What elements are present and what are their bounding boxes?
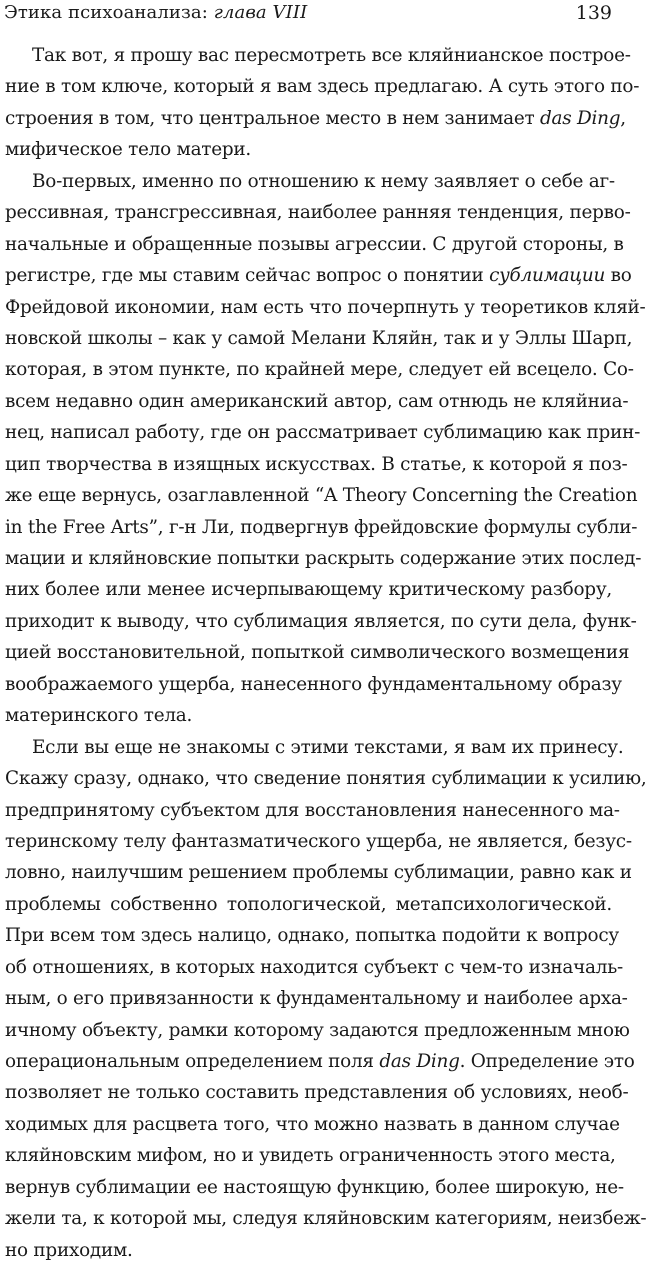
text-run: Фрейдовой икономии, нам есть что почерпнуть у теоретиков кляй- xyxy=(5,296,646,318)
text-line xyxy=(5,71,640,102)
text-run: кляйновским мифом, но и увидеть ограниченность этого места, xyxy=(5,1145,616,1167)
text-run: начальные и обращенные позывы агрессии. С другой стороны, в xyxy=(5,233,624,255)
text-line xyxy=(5,197,631,228)
text-run: ние в том ключе, который я вам здесь предлагаю. А суть этого по- xyxy=(5,76,640,98)
text-run: которая, в этом пункте, по крайней мере, следует ей всецело. Со- xyxy=(5,359,634,381)
text-run: проблемы собственно топологической, метапсихологической. xyxy=(5,893,612,915)
text-run: мации и кляйновские попытки раскрыть содержание этих послед- xyxy=(5,548,642,569)
text-run: ичному объекту, рамки которому задаются предложенным мною xyxy=(5,1019,630,1041)
text-line xyxy=(5,669,622,700)
text-run: , xyxy=(620,107,626,129)
text-line xyxy=(5,166,615,197)
text-line xyxy=(5,480,638,511)
text-line xyxy=(5,1203,646,1234)
text-line xyxy=(5,292,646,323)
text-run: новской школы – как у самой Мелани Кляйн, так и у Эллы Шарп, xyxy=(5,327,633,349)
emphasized-text: das Ding xyxy=(379,1051,460,1072)
text-line xyxy=(5,103,626,134)
text-run: приходит к выводу, что сублимация является, по сути дела, функ- xyxy=(5,610,637,632)
text-line xyxy=(5,952,623,983)
text-run: теринскому телу фантазматического ущерба, не является, безус- xyxy=(5,830,632,852)
text-run: Если вы еще не знакомы с этими текстами, я вам их принесу. xyxy=(32,736,624,758)
running-head-title xyxy=(4,2,307,23)
text-line xyxy=(5,606,637,637)
book-title: Этика психоанализа: xyxy=(4,2,214,23)
text-line xyxy=(5,763,646,794)
text-run: материнского тела. xyxy=(5,705,193,727)
text-run: ходимых для расцвета того, что можно назвать в данном случае xyxy=(5,1113,620,1135)
text-run: Скажу сразу, однако, что сведение понятия сублимации к усилию, xyxy=(5,768,646,790)
text-run: ловно, наилучшим решением проблемы сублимации, равно как и xyxy=(5,862,632,884)
text-line xyxy=(5,1077,629,1108)
text-run: во xyxy=(605,265,632,287)
text-line xyxy=(5,637,630,668)
text-run: но приходим. xyxy=(5,1239,133,1261)
text-run: цип творчества в изящных искусствах. В статье, к которой я поз- xyxy=(5,453,628,475)
text-run: ным, о его привязанности к фундаментальному и наиболее арха- xyxy=(5,988,628,1010)
text-run: мифическое тело матери. xyxy=(5,139,251,161)
text-line xyxy=(5,543,642,574)
text-run: in the Free Arts”, г-н Ли, подвергнув фрейдовские формулы субли- xyxy=(5,516,638,538)
text-run: нец, написал работу, где он рассматривает сублимацию как прин- xyxy=(5,422,641,444)
text-line xyxy=(5,983,628,1014)
text-run: рессивная, трансгрессивная, наиболее ранняя тенденция, перво- xyxy=(5,202,631,224)
text-line xyxy=(5,574,612,605)
text-run: них более или менее исчерпывающему критическому разбору, xyxy=(5,579,612,601)
text-line xyxy=(5,260,632,291)
text-line xyxy=(5,1015,630,1046)
text-run: цией восстановительной, попыткой символического возмещения xyxy=(5,642,630,664)
emphasized-text: das Ding xyxy=(540,107,621,129)
text-run: об отношениях, в которых находится субъект с чем-то изначаль- xyxy=(5,956,623,978)
text-run: вернув сублимации ее настоящую функцию, более широкую, не- xyxy=(5,1176,624,1198)
text-run: регистре, где мы ставим сейчас вопрос о понятии xyxy=(5,265,490,287)
text-line xyxy=(5,1046,635,1077)
body-text xyxy=(5,40,646,1266)
text-run: позволяет не только составить представления об условиях, необ- xyxy=(5,1082,629,1104)
text-line xyxy=(5,1140,616,1171)
text-line xyxy=(5,1109,620,1140)
running-head xyxy=(4,0,614,26)
chapter-label: глава VIII xyxy=(213,2,308,23)
text-line xyxy=(5,354,634,385)
text-line xyxy=(5,732,624,763)
text-line xyxy=(5,323,633,354)
text-line xyxy=(5,889,612,920)
text-line xyxy=(5,920,619,951)
text-run: Во-первых, именно по отношению к нему заявляет о себе аг- xyxy=(32,170,615,192)
text-line xyxy=(5,134,612,165)
text-run: же еще вернусь, озаглавленной “A Theory Concerning the Creation xyxy=(5,485,638,507)
text-run: жели та, к которой мы, следуя кляйновским категориям, неизбеж- xyxy=(5,1208,646,1230)
text-line xyxy=(5,449,628,480)
text-run: Так вот, я прошу вас пересмотреть все кляйнианское построе- xyxy=(32,45,631,66)
text-line xyxy=(5,40,631,71)
emphasized-text: сублимации xyxy=(489,265,606,287)
text-line xyxy=(5,700,612,731)
text-run: операциональным определением поля xyxy=(5,1051,380,1072)
text-run: воображаемого ущерба, нанесенного фундаментальному образу xyxy=(5,673,622,695)
text-line xyxy=(5,386,629,417)
text-run: всем недавно один американский автор, сам отнюдь не кляйниа- xyxy=(5,390,629,412)
text-line xyxy=(5,229,624,260)
text-run: строения в том, что центральное место в нем занимает xyxy=(5,107,540,129)
text-line xyxy=(5,857,632,888)
text-line xyxy=(5,795,620,826)
text-line xyxy=(5,1172,624,1203)
text-line xyxy=(5,826,632,857)
text-line xyxy=(5,417,641,448)
text-run: . Определение это xyxy=(459,1051,635,1072)
text-run: предпринятому субъектом для восстановления нанесенного ма- xyxy=(5,799,620,821)
text-line xyxy=(5,1235,612,1266)
page-number: 139 xyxy=(575,2,612,24)
text-line xyxy=(5,512,638,543)
text-run: При всем том здесь налицо, однако, попытка подойти к вопросу xyxy=(5,925,619,947)
